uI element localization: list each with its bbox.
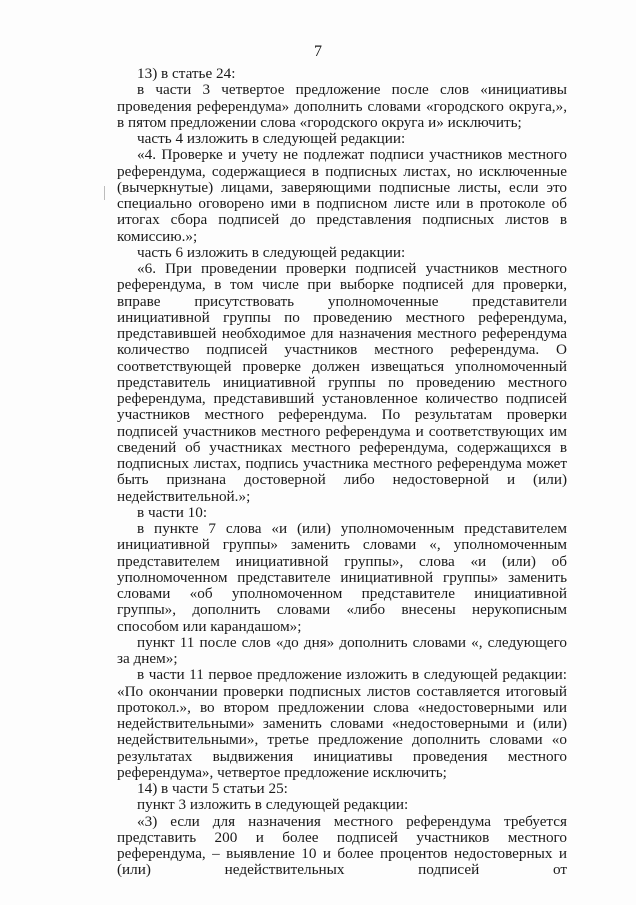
- paragraph-part-10-item-11: пункт 11 после слов «до дня» дополнить словами «, следующего за днем»;: [117, 633, 567, 667]
- paragraph-part-3-amendment: в части 3 четвертое предложение после слов «инициативы проведения референдума» дополнить словами «городского округа,», в пятом предложении слова «городского округа и» исключить;: [117, 81, 567, 131]
- paragraph-part-10-item-7: в пункте 7 слова «и (или) уполномоченным представителем инициативной группы» заменить словами «, уполномоченным представителем инициативной группы», слова «и (или) об уполномоченном представителе инициативной группы» заменить словами «об уполномоченном представителе инициативной группы», дополнить словами «либо внесены нерукописным способом или карандашом»;: [117, 520, 567, 635]
- paragraph-part-6-text: «6. При проведении проверки подписей участников местного референдума, в том числе при выборке подписей для проверки, вправе присутствовать уполномоченные представители инициативной группы по проведению местного референдума, представившей необходимое для назначения местного референдума количество подписей участников местного референдума. О соответствующей проверке должен извещаться уполномоченный представитель инициативной группы по проведению местного референдума, представивший установленное количество подписей участников местного референдума. По результатам проверки подписей участников местного референдума и соответствующих им сведений об участниках местного референдума, содержащихся в подписных листах, подпись участника местного референдума может быть признана достоверной либо недостоверной и (или) недействительной.»;: [117, 260, 567, 505]
- paragraph-item-3-text: «3) если для назначения местного референдума требуется представить 200 и более подписей участников местного референдума, – выявление 10 и более процентов недостоверных и (или) недействительных подписей от: [117, 812, 567, 879]
- paragraph-article-24-heading: 13) в статье 24:: [137, 65, 236, 82]
- scan-margin-mark: [104, 186, 113, 200]
- paragraph-part-6-intro: часть 6 изложить в следующей редакции:: [137, 243, 406, 261]
- paragraph-part-4-text: «4. Проверке и учету не подлежат подписи участников местного референдума, содержащиеся в подписных листах, но исключенные (вычеркнутые) лицами, заверяющими подписные листы, если это специально оговорено ими в подписном листе или в протоколе об итогах сбора подписей до представления подписных листов в комиссию.»;: [117, 146, 567, 245]
- paragraph-article-25-heading: 14) в части 5 статьи 25:: [137, 780, 288, 797]
- paragraph-item-3-intro: пункт 3 изложить в следующей редакции:: [137, 796, 409, 814]
- page-number: 7: [314, 43, 322, 60]
- paragraph-part-11-amendment: в части 11 первое предложение изложить в следующей редакции: «По окончании проверки подписных листов составляется итоговый протокол.», во втором предложении слова «недостоверными или недействительными» заменить словами «недостоверными и (или) недействительными», третье предложение дополнить словами «о результатах выдвижения инициативы проведения местного референдума», четвертое предложение исключить;: [117, 666, 567, 781]
- paragraph-part-4-intro: часть 4 изложить в следующей редакции:: [137, 130, 406, 147]
- document-body: [117, 66, 567, 879]
- paragraph-part-10-intro: в части 10:: [137, 503, 208, 521]
